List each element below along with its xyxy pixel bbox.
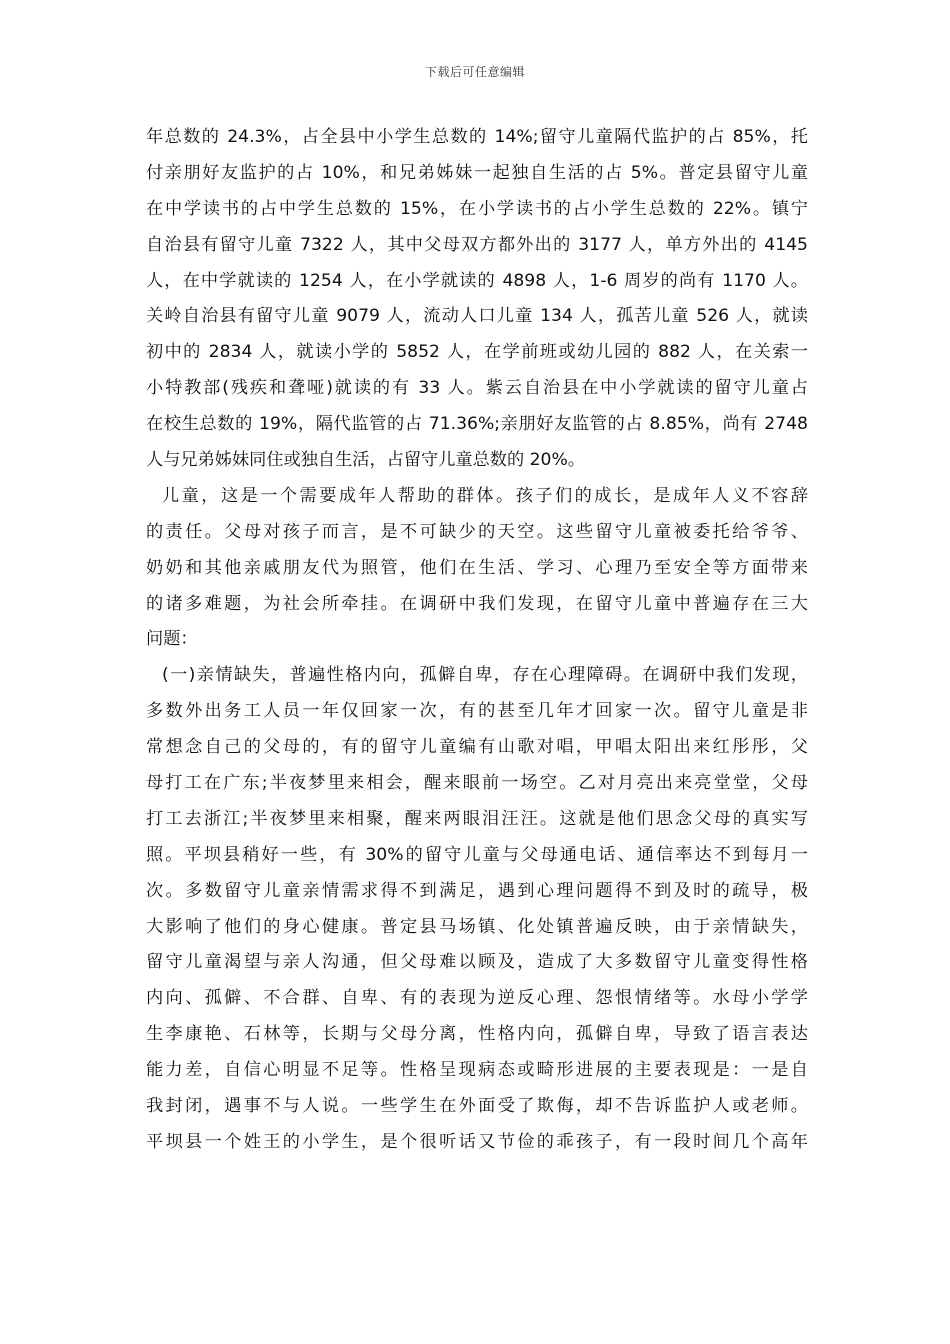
text-line: 奶奶和其他亲戚朋友代为照管，他们在生活、学习、心理乃至安全等方面带来	[146, 557, 808, 578]
text-line: 关岭自治县有留守儿童 9079 人，流动人口儿童 134 人，孤苦儿童 526 人，就读	[146, 306, 808, 327]
paragraph-first-line: 儿童，这是一个需要成年人帮助的群体。孩子们的成长，是成年人义不容辞	[162, 485, 808, 506]
text-line: 大影响了他们的身心健康。普定县马场镇、化处镇普遍反映，由于亲情缺失，	[146, 916, 808, 937]
text-line: 母打工在广东;半夜梦里来相会，醒来眼前一场空。乙对月亮出来亮堂堂，父母	[146, 773, 808, 794]
text-line: 打工去浙江;半夜梦里来相聚，醒来两眼泪汪汪。这就是他们思念父母的真实写	[146, 808, 808, 829]
text-line: 年总数的 24.3%，占全县中小学生总数的 14%;留守儿童隔代监护的占 85%，托	[146, 127, 808, 147]
text-line: 问题：	[146, 629, 198, 650]
text-line: 初中的 2834 人，就读小学的 5852 人，在学前班或幼儿园的 882 人，在关索一	[146, 342, 808, 363]
text-line: 次。多数留守儿童亲情需求得不到满足，遇到心理问题得不到及时的疏导，极	[146, 880, 808, 901]
text-line: 的诸多难题，为社会所牵挂。在调研中我们发现，在留守儿童中普遍存在三大	[146, 593, 808, 614]
text-line: 平坝县一个姓王的小学生，是个很听话又节俭的乖孩子，有一段时间几个高年	[146, 1131, 808, 1152]
text-line: 生李康艳、石林等，长期与父母分离，性格内向，孤僻自卑，导致了语言表达	[146, 1024, 808, 1045]
text-line: 自治县有留守儿童 7322 人，其中父母双方都外出的 3177 人，单方外出的 4145	[146, 234, 808, 255]
text-line: 小特教部(残疾和聋哑)就读的有 33 人。紫云自治县在中小学就读的留守儿童占	[146, 378, 808, 399]
text-line: 在校生总数的 19%，隔代监管的占 71.36%;亲朋好友监管的占 8.85%，尚有 2748	[146, 414, 808, 435]
text-line: 多数外出务工人员一年仅回家一次，有的甚至几年才回家一次。留守儿童是非	[146, 701, 808, 722]
page-header: 下载后可任意编辑	[424, 65, 525, 79]
text-line: 人与兄弟姊妹同住或独自生活，占留守儿童总数的 20%。	[146, 450, 585, 471]
text-line: 我封闭，遇事不与人说。一些学生在外面受了欺侮，却不告诉监护人或老师。	[146, 1096, 808, 1117]
text-line: 留守儿童渴望与亲人沟通，但父母难以顾及，造成了大多数留守儿童变得性格	[146, 952, 808, 973]
text-line: 内向、孤僻、不合群、自卑、有的表现为逆反心理、怨恨情绪等。水母小学学	[146, 988, 808, 1009]
text-line: 在中学读书的占中学生总数的 15%，在小学读书的占小学生总数的 22%。镇宁	[146, 198, 808, 219]
text-line: 的责任。父母对孩子而言，是不可缺少的天空。这些留守儿童被委托给爷爷、	[146, 521, 808, 542]
text-line: 能力差，自信心明显不足等。性格呈现病态或畸形进展的主要表现是：一是自	[146, 1060, 808, 1081]
text-line: 付亲朋好友监护的占 10%，和兄弟姊妹一起独自生活的占 5%。普定县留守儿童	[146, 162, 808, 183]
text-line: 常想念自己的父母的，有的留守儿童编有山歌对唱，甲唱太阳出来红彤彤，父	[146, 737, 808, 758]
text-line: 人，在中学就读的 1254 人，在小学就读的 4898 人，1-6 周岁的尚有 1170 人。	[146, 270, 808, 291]
text-line: 照。平坝县稍好一些，有 30%的留守儿童与父母通电话、通信率达不到每月一	[146, 844, 808, 865]
document-body	[146, 120, 808, 1161]
section-heading-line: (一)亲情缺失，普遍性格内向，孤僻自卑，存在心理障碍。在调研中我们发现，	[162, 665, 808, 686]
